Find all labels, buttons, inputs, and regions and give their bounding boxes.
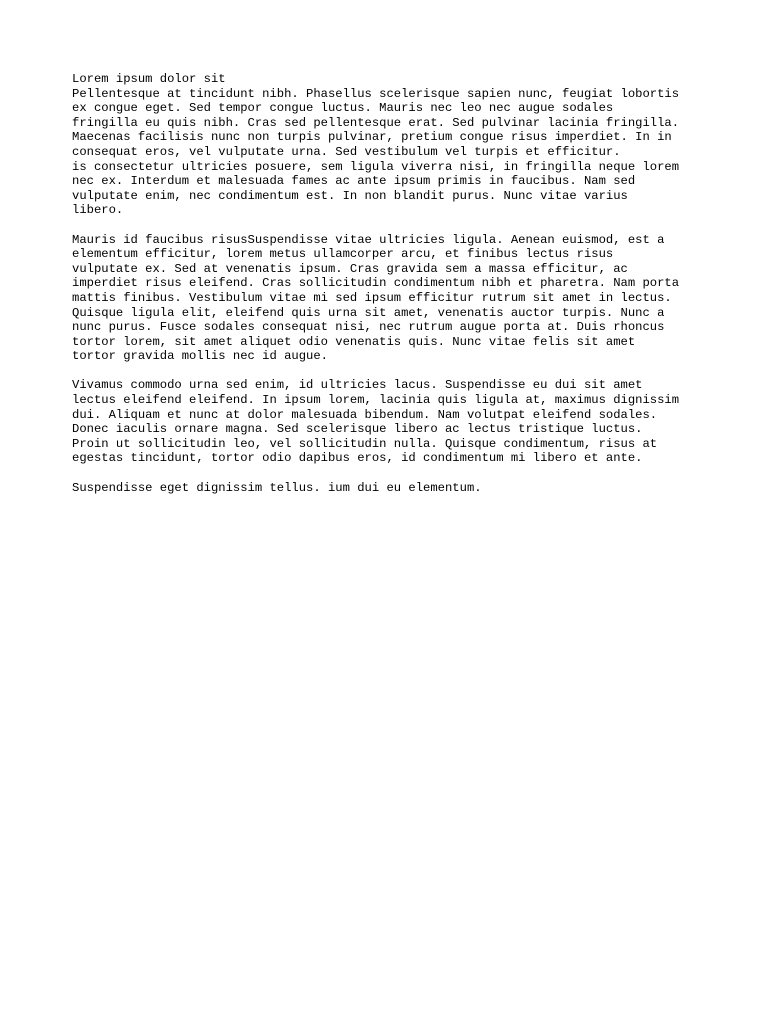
paragraph-3	[72, 378, 712, 466]
text-line: is consectetur ultricies posuere, sem ligula viverra nisi, in fringilla neque lorem	[72, 159, 680, 174]
paragraph-2	[72, 233, 712, 364]
text-line: Lorem ipsum dolor sit	[72, 72, 226, 86]
text-line: Maecenas facilisis nunc non turpis pulvinar, pretium congue risus imperdiet. In in	[72, 130, 672, 145]
paragraph-4	[72, 481, 712, 496]
text-line: nunc purus. Fusce sodales consequat nisi, nec rutrum augue porta at. Duis rhoncus	[72, 320, 665, 335]
text-line: Pellentesque at tincidunt nibh. Phasellus scelerisque sapien nunc, feugiat lobortis	[72, 86, 680, 101]
text-line: imperdiet risus eleifend. Cras sollicitudin condimentum nibh et pharetra. Nam porta	[72, 276, 680, 291]
text-line: tortor gravida mollis nec id augue.	[72, 349, 328, 364]
text-line: Vivamus commodo urna sed enim, id ultricies lacus. Suspendisse eu dui sit amet	[72, 378, 643, 393]
text-line: lectus eleifend eleifend. In ipsum lorem, lacinia quis ligula at, maximus dignissim	[72, 393, 680, 408]
text-line: mattis finibus. Vestibulum vitae mi sed ipsum efficitur rutrum sit amet in lectus.	[72, 290, 672, 305]
text-line: consequat eros, vel vulputate urna. Sed vestibulum vel turpis et efficitur.	[72, 144, 621, 159]
text-line: ex congue eget. Sed tempor congue luctus. Mauris nec leo nec augue sodales	[72, 101, 614, 116]
text-line: Donec iaculis ornare magna. Sed scelerisque libero ac lectus tristique luctus.	[72, 422, 643, 437]
text-line: Proin ut sollicitudin leo, vel sollicitudin nulla. Quisque condimentum, risus at	[72, 436, 658, 451]
text-line: vulputate enim, nec condimentum est. In non blandit purus. Nunc vitae varius	[72, 188, 628, 203]
text-line: Mauris id faucibus risusSuspendisse vitae ultricies ligula. Aenean euismod, est a	[72, 232, 665, 247]
text-line: nec ex. Interdum et malesuada fames ac ante ipsum primis in faucibus. Nam sed	[72, 174, 636, 189]
document-page	[72, 72, 712, 510]
text-line: dui. Aliquam et nunc at dolor malesuada bibendum. Nam volutpat eleifend sodales.	[72, 407, 658, 422]
text-line: vulputate ex. Sed at venenatis ipsum. Cras gravida sem a massa efficitur, ac	[72, 261, 628, 276]
text-line: egestas tincidunt, tortor odio dapibus eros, id condimentum mi libero et ante.	[72, 451, 643, 466]
text-line: libero.	[72, 203, 124, 218]
text-line: fringilla eu quis nibh. Cras sed pellentesque erat. Sed pulvinar lacinia fringilla.	[72, 115, 680, 130]
text-line: tortor lorem, sit amet aliquet odio venenatis quis. Nunc vitae felis sit amet	[72, 334, 636, 349]
text-line: Quisque ligula elit, eleifend quis urna sit amet, venenatis auctor turpis. Nunc a	[72, 305, 665, 320]
text-line: elementum efficitur, lorem metus ullamcorper arcu, et finibus lectus risus	[72, 247, 614, 262]
text-line: Suspendisse eget dignissim tellus. ium dui eu elementum.	[72, 480, 482, 495]
paragraph-1	[72, 72, 712, 218]
